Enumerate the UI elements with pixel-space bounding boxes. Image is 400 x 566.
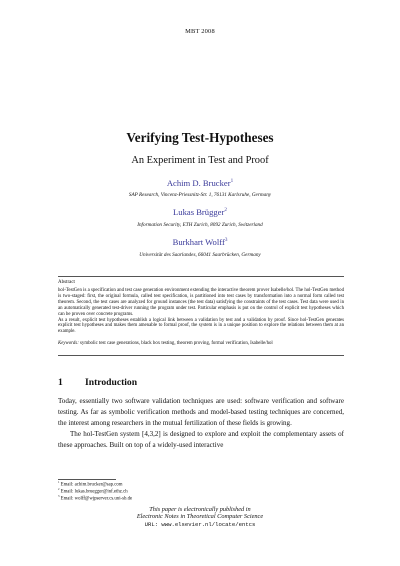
affiliation-2: Information Security, ETH Zurich, 8092 Zurich, Switzerland [137,222,263,228]
abstract-bottom-rule [58,355,344,356]
keywords-label: Keywords: [58,341,79,346]
author-1 [0,178,400,188]
author-name: Burkhart Wolff [172,237,225,247]
footnote-1 [58,482,122,488]
abstract-heading: Abstract [58,280,75,285]
footnote-mark: 1 [58,480,60,484]
publication-url: URL: www.elsevier.nl/locate/entcs [144,520,256,528]
author-footnote-mark: 3 [224,237,228,244]
author-name: Achim D. Brucker [166,178,231,188]
author-footnote-mark: 2 [224,207,227,214]
footnote-mark: 2 [58,487,60,491]
author-name: Lukas Brügger [173,207,225,217]
keywords [58,341,344,347]
keywords-text: symbolic test case generations, black box testing, theorem proving, formal verification, Isabelle/hol [80,341,273,346]
footnote-3 [58,496,132,502]
affiliation-3: Universität des Saarlandes, 66041 Saarbrücken, Germany [139,252,261,258]
author-footnote-mark: 1 [230,178,234,185]
paper-subtitle: An Experiment in Test and Proof [131,155,269,166]
footnote-mark: 3 [58,494,60,498]
publication-line: This paper is electronically published in [149,506,251,513]
abstract-body [58,288,344,335]
abstract-top-rule [58,276,344,277]
paper-title: Verifying Test-Hypotheses [126,130,274,145]
section-number: 1 [58,377,63,388]
body-paragraph: Today, essentially two software validation techniques are used: software verification and software testing. As far as symbolic verification methods and model-based testing techniques are concerned, the interest among researchers in the mutual fertilization of these fields is growing. [58,397,344,428]
footnote-2 [58,489,128,495]
author-2 [0,207,400,217]
section-title: Introduction [85,377,138,388]
body-paragraph: The hol-TestGen system [4,3,2] is designed to explore and exploit the complementary assets of these approaches. Built on top of a widely-used interactive [58,430,344,450]
author-3 [0,237,400,247]
footnote-text: Email: lukas.bruegger@inf.ethz.ch [60,489,128,495]
footnote-text: Email: achim.brucker@sap.com [60,482,123,488]
publication-line: Electronic Notes in Theoretical Computer Science [136,513,264,521]
footnote-text: Email: wolff@wjpserver.cs.uni-sb.de [60,496,133,502]
abstract-paragraph: As a result, explicit test hypotheses establish a logical link between a validation by test and a validation by proof. Since hol-TestGen generates explicit test hypotheses and makes them amenable to formal proof, the system is in a unique position to explore the relations between them at an example. [58,317,344,335]
affiliation-1: SAP Research, Vincenz-Priessnitz-Str. 1, 76131 Karlsruhe, Germany [128,192,272,198]
venue-header: MBT 2008 [185,28,215,35]
footnote-rule [58,479,116,480]
section-body [58,396,344,451]
section-heading [58,377,137,388]
abstract-paragraph: hol-TestGen is a specification and test case generation environment extending the interactive theorem prover Isabelle/hol. The hol-TestGen method is two-staged: first, the original formula, called test specification, is partitioned into test cases by transformation into a normal form called test theorem. Second, the test cases are analyzed for ground instances (the test data) satisfying the constraints of the test cases. Test data were used in an automatically generated test-driver running the program under test. Particular emphasis is put on the control of explicit test hypotheses which can be proven over concrete programs. [58,288,344,317]
publication-notice [0,506,400,528]
